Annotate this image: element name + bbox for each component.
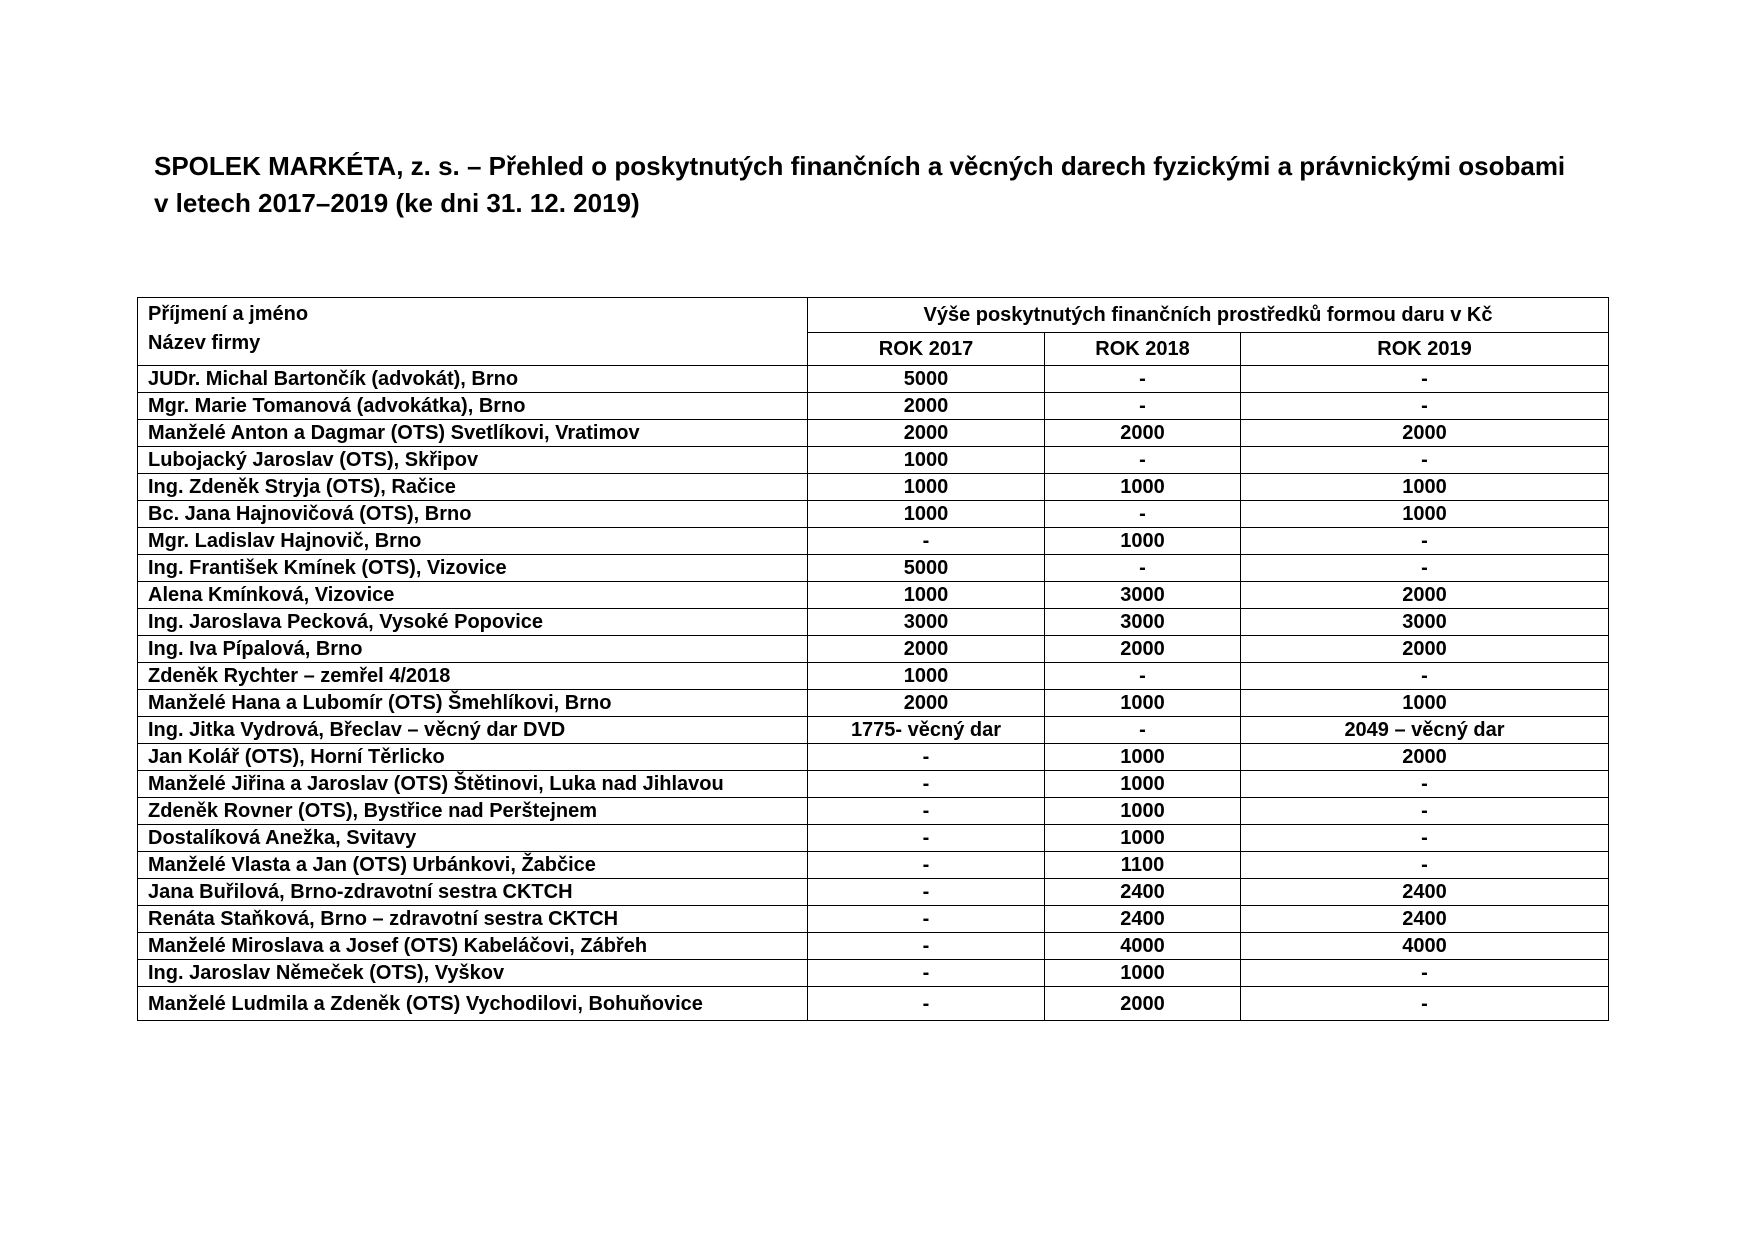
amount-2017-cell: 2000 — [808, 636, 1045, 663]
table-row — [138, 501, 1609, 528]
donor-name-cell: Mgr. Marie Tomanová (advokátka), Brno — [138, 393, 808, 420]
donor-name-cell: Jana Buřilová, Brno-zdravotní sestra CKTCH — [138, 879, 808, 906]
donations-table — [137, 297, 1609, 1021]
amount-2019-cell: 2400 — [1241, 906, 1609, 933]
amount-2017-cell: 1000 — [808, 663, 1045, 690]
name-column-header — [138, 298, 808, 366]
amount-2019-cell: 4000 — [1241, 933, 1609, 960]
amount-2018-cell: - — [1045, 555, 1241, 582]
amount-2017-cell: - — [808, 960, 1045, 987]
amount-2017-cell: 5000 — [808, 366, 1045, 393]
amount-2019-cell: 1000 — [1241, 690, 1609, 717]
amount-2019-cell: - — [1241, 798, 1609, 825]
table-row — [138, 798, 1609, 825]
amount-2017-cell: - — [808, 852, 1045, 879]
amount-2017-cell: - — [808, 528, 1045, 555]
donor-name-cell: Ing. Jaroslav Němeček (OTS), Vyškov — [138, 960, 808, 987]
donor-name-cell: Zdeněk Rovner (OTS), Bystřice nad Perštejnem — [138, 798, 808, 825]
donor-name-cell: Ing. František Kmínek (OTS), Vizovice — [138, 555, 808, 582]
name-header-line-1: Příjmení a jméno — [148, 303, 309, 325]
table-body — [138, 366, 1609, 1021]
table-row — [138, 825, 1609, 852]
table-row — [138, 879, 1609, 906]
donor-name-cell: Bc. Jana Hajnovičová (OTS), Brno — [138, 501, 808, 528]
year-2017-header: ROK 2017 — [808, 333, 1045, 366]
amount-2017-cell: 2000 — [808, 690, 1045, 717]
amount-2017-cell: 5000 — [808, 555, 1045, 582]
donor-name-cell: Lubojacký Jaroslav (OTS), Skřipov — [138, 447, 808, 474]
amount-2017-cell: 1775- věcný dar — [808, 717, 1045, 744]
amount-2019-cell: 1000 — [1241, 474, 1609, 501]
amount-2018-cell: 1000 — [1045, 528, 1241, 555]
amount-2018-cell: 1000 — [1045, 474, 1241, 501]
amount-2017-cell: - — [808, 744, 1045, 771]
document-title — [154, 148, 1614, 222]
donor-name-cell: Zdeněk Rychter – zemřel 4/2018 — [138, 663, 808, 690]
name-header-line-2: Název firmy — [148, 332, 261, 354]
amount-2017-cell: 1000 — [808, 447, 1045, 474]
table-row — [138, 987, 1609, 1021]
amount-group-header: Výše poskytnutých finančních prostředků formou daru v Kč — [808, 298, 1609, 333]
amount-2018-cell: 2000 — [1045, 420, 1241, 447]
amount-2019-cell: 2000 — [1241, 636, 1609, 663]
amount-2018-cell: 3000 — [1045, 609, 1241, 636]
table-row — [138, 690, 1609, 717]
amount-2019-cell: - — [1241, 960, 1609, 987]
donor-name-cell: Manželé Jiřina a Jaroslav (OTS) Štětinovi, Luka nad Jihlavou — [138, 771, 808, 798]
amount-2017-cell: 1000 — [808, 501, 1045, 528]
table-row — [138, 609, 1609, 636]
amount-2019-cell: - — [1241, 663, 1609, 690]
table-row — [138, 555, 1609, 582]
amount-2019-cell: - — [1241, 528, 1609, 555]
amount-2018-cell: 1000 — [1045, 798, 1241, 825]
donor-name-cell: Ing. Jaroslava Pecková, Vysoké Popovice — [138, 609, 808, 636]
donor-name-cell: Manželé Miroslava a Josef (OTS) Kabeláčovi, Zábřeh — [138, 933, 808, 960]
donor-name-cell: Jan Kolář (OTS), Horní Těrlicko — [138, 744, 808, 771]
table-row — [138, 366, 1609, 393]
donor-name-cell: Manželé Hana a Lubomír (OTS) Šmehlíkovi, Brno — [138, 690, 808, 717]
donor-name-cell: Manželé Vlasta a Jan (OTS) Urbánkovi, Žabčice — [138, 852, 808, 879]
donor-name-cell: Ing. Iva Pípalová, Brno — [138, 636, 808, 663]
amount-2018-cell: 1100 — [1045, 852, 1241, 879]
table-row — [138, 393, 1609, 420]
table-row — [138, 420, 1609, 447]
amount-2018-cell: 1000 — [1045, 825, 1241, 852]
title-line-1: SPOLEK MARKÉTA, z. s. – Přehled o poskytnutých finančních a věcných darech fyzickými a právnickými osobami — [154, 151, 1566, 181]
amount-2018-cell: 2000 — [1045, 636, 1241, 663]
donor-name-cell: Mgr. Ladislav Hajnovič, Brno — [138, 528, 808, 555]
amount-2018-cell: 2400 — [1045, 879, 1241, 906]
donor-name-cell: Ing. Zdeněk Stryja (OTS), Račice — [138, 474, 808, 501]
amount-2017-cell: - — [808, 906, 1045, 933]
amount-2019-cell: 1000 — [1241, 501, 1609, 528]
table-row — [138, 771, 1609, 798]
amount-2019-cell: 2049 – věcný dar — [1241, 717, 1609, 744]
amount-2018-cell: 1000 — [1045, 690, 1241, 717]
table-row — [138, 960, 1609, 987]
amount-2019-cell: - — [1241, 366, 1609, 393]
amount-2019-cell: - — [1241, 987, 1609, 1021]
amount-2019-cell: 2400 — [1241, 879, 1609, 906]
amount-2017-cell: - — [808, 798, 1045, 825]
amount-2017-cell: - — [808, 771, 1045, 798]
title-line-2: v letech 2017–2019 (ke dni 31. 12. 2019) — [154, 188, 640, 218]
amount-2019-cell: - — [1241, 771, 1609, 798]
amount-2017-cell: - — [808, 933, 1045, 960]
year-2019-header: ROK 2019 — [1241, 333, 1609, 366]
amount-2019-cell: - — [1241, 447, 1609, 474]
amount-2017-cell: - — [808, 879, 1045, 906]
amount-2019-cell: - — [1241, 393, 1609, 420]
amount-2017-cell: - — [808, 987, 1045, 1021]
table-row — [138, 906, 1609, 933]
table-header — [138, 298, 1609, 366]
amount-2018-cell: 1000 — [1045, 744, 1241, 771]
amount-2018-cell: - — [1045, 366, 1241, 393]
amount-2018-cell: 1000 — [1045, 960, 1241, 987]
donor-name-cell: Manželé Anton a Dagmar (OTS) Svetlíkovi, Vratimov — [138, 420, 808, 447]
amount-2017-cell: - — [808, 825, 1045, 852]
table-row — [138, 933, 1609, 960]
donor-name-cell: Alena Kmínková, Vizovice — [138, 582, 808, 609]
amount-2018-cell: - — [1045, 663, 1241, 690]
amount-2017-cell: 1000 — [808, 582, 1045, 609]
table-row — [138, 717, 1609, 744]
table-row — [138, 528, 1609, 555]
amount-2018-cell: - — [1045, 447, 1241, 474]
amount-2018-cell: 3000 — [1045, 582, 1241, 609]
donor-name-cell: Renáta Staňková, Brno – zdravotní sestra CKTCH — [138, 906, 808, 933]
table-row — [138, 582, 1609, 609]
amount-2019-cell: - — [1241, 852, 1609, 879]
amount-2018-cell: 2000 — [1045, 987, 1241, 1021]
donor-name-cell: JUDr. Michal Bartončík (advokát), Brno — [138, 366, 808, 393]
donor-name-cell: Ing. Jitka Vydrová, Břeclav – věcný dar DVD — [138, 717, 808, 744]
donor-name-cell: Manželé Ludmila a Zdeněk (OTS) Vychodilovi, Bohuňovice — [138, 987, 808, 1021]
amount-2019-cell: 2000 — [1241, 582, 1609, 609]
amount-2017-cell: 2000 — [808, 420, 1045, 447]
amount-2017-cell: 1000 — [808, 474, 1045, 501]
amount-2019-cell: - — [1241, 825, 1609, 852]
amount-2019-cell: 2000 — [1241, 744, 1609, 771]
table-row — [138, 744, 1609, 771]
amount-2018-cell: 2400 — [1045, 906, 1241, 933]
table-row — [138, 663, 1609, 690]
amount-2018-cell: - — [1045, 717, 1241, 744]
amount-2018-cell: - — [1045, 501, 1241, 528]
table-row — [138, 447, 1609, 474]
amount-2017-cell: 3000 — [808, 609, 1045, 636]
year-2018-header: ROK 2018 — [1045, 333, 1241, 366]
amount-2018-cell: 4000 — [1045, 933, 1241, 960]
table-row — [138, 852, 1609, 879]
amount-2019-cell: - — [1241, 555, 1609, 582]
table-row — [138, 474, 1609, 501]
amount-2018-cell: - — [1045, 393, 1241, 420]
amount-2018-cell: 1000 — [1045, 771, 1241, 798]
donor-name-cell: Dostalíková Anežka, Svitavy — [138, 825, 808, 852]
amount-2019-cell: 3000 — [1241, 609, 1609, 636]
amount-2019-cell: 2000 — [1241, 420, 1609, 447]
amount-2017-cell: 2000 — [808, 393, 1045, 420]
table-row — [138, 636, 1609, 663]
